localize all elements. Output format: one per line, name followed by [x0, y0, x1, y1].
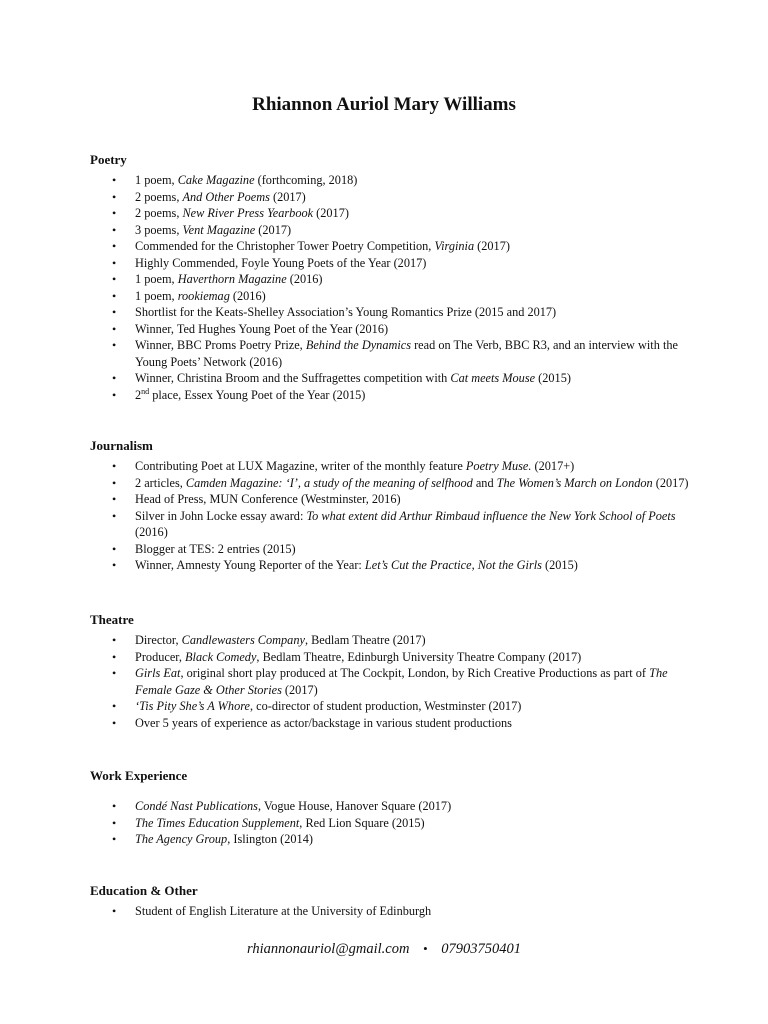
list-item-text: Winner, Ted Hughes Young Poet of the Year (2016): [135, 321, 389, 336]
list-item-text: (2017): [313, 206, 349, 220]
list-item-text: Poetry Muse.: [465, 459, 532, 473]
list-item: [90, 288, 690, 305]
list-item: [90, 172, 690, 189]
list-item-text: Vent Magazine: [182, 222, 256, 237]
list-item-text: Behind the Dynamics: [305, 338, 412, 352]
list-item-text: Winner, Christina Broom and the Suffragettes competition with: [135, 371, 451, 385]
list-item: [90, 632, 690, 649]
list-item-text: (forthcoming, 2018): [254, 173, 358, 187]
list-item-text: Girls Eat: [135, 666, 181, 680]
list-item-text: 2 articles,: [135, 475, 186, 490]
list-item-text: Haverthorn Magazine: [177, 272, 287, 286]
page-title: Rhiannon Auriol Mary Williams: [252, 94, 516, 115]
list-item-text: Candlewasters Company: [181, 633, 305, 647]
poetry-list: [90, 172, 690, 403]
list-item-text: Producer,: [135, 649, 186, 664]
list-item-text: (2016): [286, 272, 323, 286]
list-item: [90, 665, 690, 698]
list-item-text: Camden Magazine: ‘I’, a study of the meaning of selfhood: [185, 475, 473, 490]
list-item-text: The Women’s March on London: [496, 475, 653, 490]
list-item-text: Condé Nast Publications: [135, 799, 258, 813]
list-item-text: Winner, Amnesty Young Reporter of the Year:: [135, 558, 365, 572]
separator-bullet: •: [423, 941, 428, 956]
section-heading: Education & Other: [90, 883, 198, 898]
list-item-text: , Bedlam Theatre, Edinburgh University Theatre Company (2017): [256, 649, 582, 664]
list-item: [90, 387, 690, 404]
list-item: [90, 541, 690, 558]
list-item-text: To what extent did Arthur Rimbaud influence the New York School of Poets: [306, 508, 676, 523]
section-theatre: [90, 612, 690, 731]
list-item-text: Blogger at TES: 2 entries (2015): [135, 541, 296, 556]
list-item-text: (2017): [652, 475, 689, 490]
section-heading: Theatre: [90, 612, 134, 627]
list-item-text: Let’s Cut the Practice, Not the Girls: [364, 558, 542, 572]
list-item: [90, 238, 690, 255]
list-item-text: place, Essex Young Poet of the Year (2015): [149, 387, 366, 402]
list-item-text: (2016): [229, 288, 266, 303]
list-item-text: read on The Verb, BBC R3, and an interview with the Young Poets’ Network (2016): [135, 338, 678, 369]
list-item-text: Virginia: [434, 239, 475, 253]
list-item-text: 1 poem,: [135, 173, 178, 187]
list-item-text: 2: [135, 387, 142, 402]
list-item: [90, 255, 690, 272]
list-item-text: Shortlist for the Keats-Shelley Association’s Young Romantics Prize (2015 and 2017): [135, 305, 557, 319]
section-journalism: [90, 438, 690, 574]
list-item: [90, 475, 690, 492]
list-item: [90, 337, 690, 370]
list-item-text: Silver in John Locke essay award:: [135, 508, 307, 523]
list-item-text: 2 poems,: [135, 206, 183, 220]
list-item-text: Black Comedy: [185, 649, 257, 664]
list-item: [90, 815, 690, 832]
list-item-text: , co-director of student production, Westminster (2017): [250, 699, 522, 713]
list-item: [90, 831, 690, 848]
list-item-text: New River Press Yearbook: [182, 206, 314, 220]
list-item-text: , original short play produced at The Cockpit, London, by Rich Creative Productions as part of: [180, 666, 650, 680]
list-item-text: 1 poem,: [135, 288, 178, 303]
list-item-text: Cat meets Mouse: [450, 371, 536, 385]
list-item-text: (2015): [541, 558, 578, 572]
list-item-text: Student of English Literature at the University of Edinburgh: [135, 904, 432, 918]
list-item: [90, 189, 690, 206]
list-item-text: , Red Lion Square (2015): [299, 815, 425, 830]
list-item-text: , Bedlam Theatre (2017): [304, 633, 426, 647]
list-item-text: Highly Commended, Foyle Young Poets of the Year (2017): [135, 255, 427, 270]
list-item-text: (2015): [535, 371, 571, 385]
list-item: [90, 698, 690, 715]
list-item: [90, 798, 690, 815]
list-item-text: ‘Tis Pity She’s A Whore: [135, 699, 251, 713]
list-item-text: (2016): [135, 525, 168, 539]
list-item-text: 2 poems,: [135, 189, 183, 204]
contact-footer: [0, 941, 768, 958]
list-item-text: 1 poem,: [135, 272, 178, 286]
theatre-list: [90, 632, 690, 731]
list-item-text: Over 5 years of experience as actor/backstage in various student productions: [135, 715, 512, 730]
list-item-text: Head of Press, MUN Conference (Westminster, 2016): [135, 492, 401, 506]
list-item: [90, 205, 690, 222]
journalism-list: [90, 458, 690, 574]
section-heading: Poetry: [90, 152, 127, 167]
list-item: [90, 222, 690, 239]
section-work-experience: [90, 768, 690, 848]
list-item: [90, 370, 690, 387]
phone-text: 07903750401: [441, 941, 522, 957]
list-item-text: and: [472, 475, 497, 490]
list-item-text: (2017): [269, 189, 306, 204]
list-item: [90, 715, 690, 732]
list-item-text: 3 poems,: [135, 222, 183, 237]
list-item-text: nd: [141, 386, 150, 396]
section-education: [90, 883, 690, 920]
list-item-text: rookiemag: [177, 288, 230, 303]
list-item-text: Winner, BBC Proms Poetry Prize,: [135, 338, 306, 352]
section-poetry: [90, 152, 690, 403]
list-item-text: (2017): [281, 682, 318, 697]
list-item-text: , Islington (2014): [227, 832, 313, 846]
list-item-text: Commended for the Christopher Tower Poetry Competition,: [135, 239, 435, 253]
list-item-text: The Agency Group: [135, 832, 228, 846]
email-text: rhiannonauriol@gmail.com: [246, 941, 410, 957]
work-list: [90, 798, 690, 848]
section-heading: Work Experience: [90, 768, 188, 783]
list-item: [90, 903, 690, 920]
list-item: [90, 491, 690, 508]
list-item: [90, 508, 690, 541]
list-item: [90, 321, 690, 338]
list-item-text: The Times Education Supplement: [135, 815, 300, 830]
education-list: [90, 903, 690, 920]
list-item-text: And Other Poems: [182, 189, 270, 204]
list-item-text: The Female Gaze & Other Stories: [135, 666, 668, 697]
list-item: [90, 649, 690, 666]
list-item-text: (2017+): [531, 459, 575, 473]
list-item-text: Director,: [135, 633, 182, 647]
list-item: [90, 557, 690, 574]
list-item-text: (2017): [474, 239, 510, 253]
section-heading: Journalism: [90, 438, 153, 453]
list-item-text: , Vogue House, Hanover Square (2017): [257, 799, 452, 813]
list-item-text: (2017): [255, 222, 292, 237]
list-item-text: Contributing Poet at LUX Magazine, writer of the monthly feature: [135, 459, 466, 473]
list-item: [90, 458, 690, 475]
list-item-text: Cake Magazine: [177, 173, 255, 187]
list-item: [90, 304, 690, 321]
list-item: [90, 271, 690, 288]
